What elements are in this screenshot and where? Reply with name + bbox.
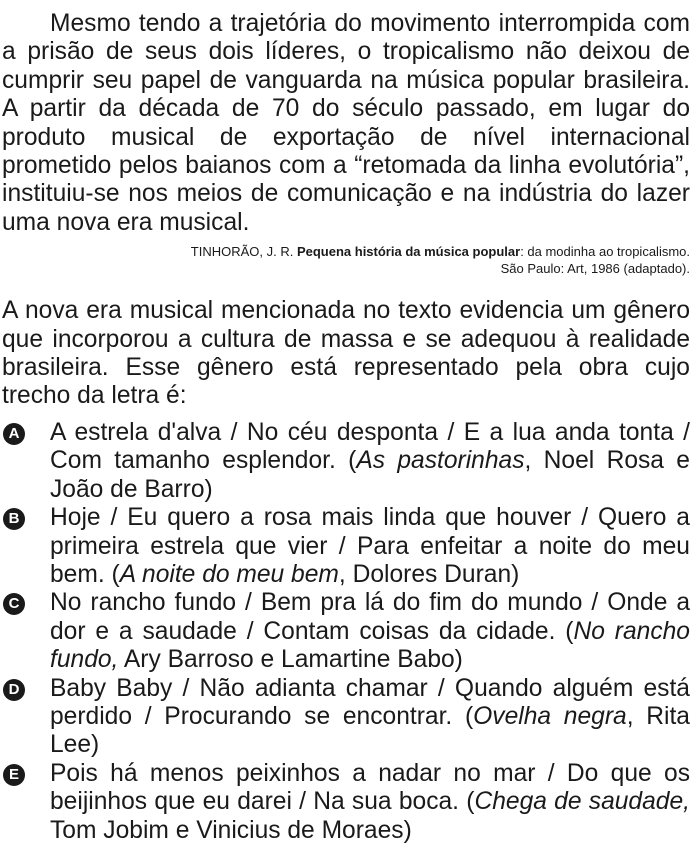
option-letter-badge: C <box>3 593 25 615</box>
option-authors: Ary Barroso e Lamartine Babo) <box>118 646 463 674</box>
option-a[interactable] <box>2 419 690 504</box>
option-letter-badge: B <box>3 508 25 530</box>
option-work-title: As pastorinhas <box>356 447 525 475</box>
option-authors: , Noel Rosa e João de Barro) <box>50 447 690 503</box>
option-lyrics: A estrela d'alva / No céu desponta / E a lua anda tonta / Com tamanho esplendor. ( <box>50 418 690 475</box>
answer-options <box>2 419 690 845</box>
option-b[interactable] <box>2 504 690 589</box>
option-letter-badge: E <box>3 764 25 786</box>
option-authors: , Dolores Duran) <box>338 560 520 588</box>
source-line-1 <box>2 243 690 260</box>
source-line-2: São Paulo: Art, 1986 (adaptado). <box>500 261 690 277</box>
option-c[interactable] <box>2 589 690 674</box>
option-d[interactable] <box>2 675 690 760</box>
option-e[interactable] <box>2 760 690 845</box>
source-title: Pequena história da música popular <box>296 244 521 260</box>
option-lyrics: Pois há menos peixinhos a nadar no mar / Do que os beijinhos que eu darei / Na sua boca. ( <box>50 759 690 816</box>
option-authors: , Rita Lee) <box>50 702 690 759</box>
option-work-title: Ovelha negra <box>473 702 627 730</box>
option-lyrics: No rancho fundo / Bem pra lá do fim do mundo / Onde a dor e a saudade / Contam coisas da cidade. ( <box>50 589 690 645</box>
option-work-title: Chega de saudade, <box>474 788 690 816</box>
option-letter-badge: A <box>3 423 25 445</box>
question-text: A nova era musical mencionada no texto evidencia um gênero que incorporou a cultura de massa e se adequou à realidade brasileira. Esse gênero está representado pela obra cujo trecho da letra é: <box>2 297 690 410</box>
option-letter-badge: D <box>3 679 25 701</box>
option-work-title: No rancho fundo, <box>50 617 690 674</box>
source-subtitle: : da modinha ao tropicalismo. <box>520 244 690 260</box>
option-work-title: A noite do meu bem <box>119 560 339 588</box>
option-lyrics: Baby Baby / Não adianta chamar / Quando alguém está perdido / Procurando se encontrar. ( <box>50 674 690 730</box>
option-authors: Tom Jobim e Vinicius de Moraes) <box>50 816 412 844</box>
source-author: TINHORÃO, J. R. <box>190 244 297 260</box>
source-citation <box>2 243 690 277</box>
passage-text: Mesmo tendo a trajetória do movimento interrompida com a prisão de seus dois líderes, o tropicalismo não deixou de cumprir seu papel de vanguarda na música popular brasileira. A partir da década de 70 do século passado, em lugar do produto musical de exportação de nível internacional prometido pelos baianos com a “retomada da linha evolutória”, instituiu-se nos meios de comunicação e na indústria do lazer uma nova era musical. <box>2 10 690 236</box>
option-lyrics: Hoje / Eu quero a rosa mais linda que houver / Quero a primeira estrela que vier / Para enfeitar a noite do meu bem. ( <box>50 504 690 588</box>
